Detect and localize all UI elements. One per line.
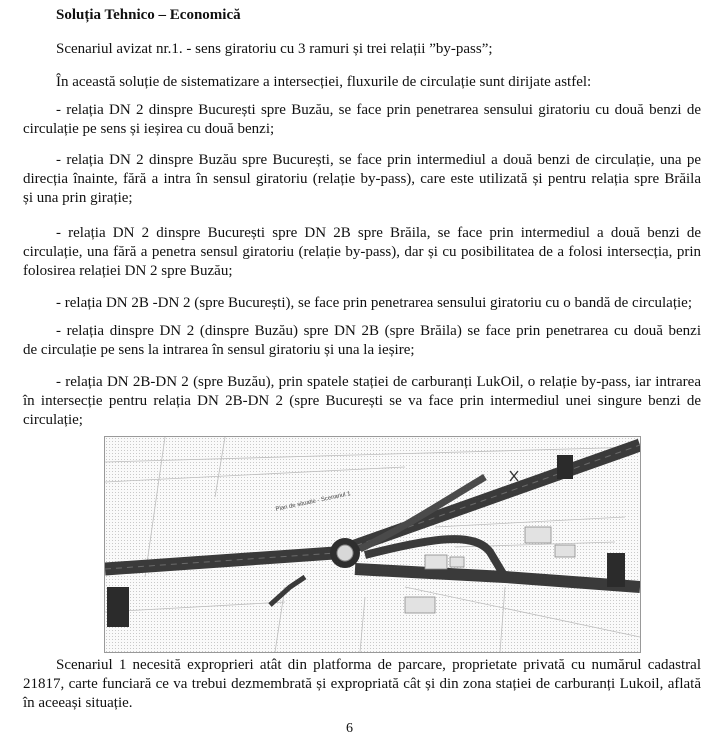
- conclusion-line-2: 21817, carte funciară ce va trebui dezmembrată și expropriată cât și din zona stației de carburanți Lukoil, aflată: [23, 676, 701, 692]
- north-arrow-icon: [510, 471, 518, 481]
- bullet-5-line-2: de circulație pe sens la intrarea în sensul giratoriu și una la ieșire;: [23, 342, 415, 358]
- bullet-6-line-2: în intersecție pentru relația DN 2B-DN 2 (spre București se va face prin intermediul unei singure benzi de: [23, 393, 701, 409]
- bullet-2-line-2: direcția înainte, fără a intra în sensul giratoriu (relație by-pass), care este utilizată și pentru relația spre Brăila: [23, 171, 701, 187]
- intro-paragraph: În această soluție de sistematizare a intersecției, fluxurile de circulație sunt dirijate astfel:: [56, 74, 592, 90]
- bullet-1-line-2: circulație pe sens și ieșirea cu două benzi;: [23, 121, 275, 137]
- bullet-3-line-1: - relația DN 2 dinspre București spre DN 2B spre Brăila, se face prin intermediul a două benzi de: [56, 225, 701, 241]
- page-number: 6: [346, 721, 353, 736]
- side-spur: [270, 577, 305, 605]
- bullet-5-line-1: - relația dinspre DN 2 (dinspre Buzău) spre DN 2B (spre Brăila) se face prin penetrarea cu două benzi: [56, 323, 701, 339]
- bullet-2-line-3: și una prin girație;: [23, 190, 133, 206]
- site-plan-drawing: [105, 437, 640, 652]
- roundabout-island: [337, 545, 353, 561]
- bullet-4-line-1: - relația DN 2B -DN 2 (spre București), se face prin penetrarea sensului giratoriu cu o bandă de circulație;: [56, 295, 692, 311]
- bullet-3-line-2: circulație, una fără a penetra sensul giratoriu (relație by-pass), dar și cu posibilitatea de a folosi intersecția, prin: [23, 244, 701, 260]
- scenario-line: Scenariul avizat nr.1. - sens giratoriu cu 3 ramuri și trei relații ”by-pass”;: [56, 41, 493, 57]
- bullet-6-line-3: circulație;: [23, 412, 83, 428]
- plan-title: Plan de situatie - Scenariul 1: [275, 491, 352, 513]
- bullet-2-line-1: - relația DN 2 dinspre Buzău spre București, se face prin intermediul a două benzi de circulație, una pe: [56, 152, 701, 168]
- bullet-1-line-1: - relația DN 2 dinspre București spre Buzău, se face prin penetrarea sensului giratoriu cu două benzi de: [56, 102, 701, 118]
- bullet-6-line-1: - relația DN 2B-DN 2 (spre Buzău), prin spatele stației de carburanți LukOil, o relație by-pass, iar intrarea: [56, 374, 701, 390]
- conclusion-line-3: în aceeași situație.: [23, 695, 133, 711]
- bullet-3-line-3: folosirea relației DN 2 spre Buzău;: [23, 263, 233, 279]
- page-title: Soluția Tehnico – Economică: [56, 7, 241, 23]
- conclusion-line-1: Scenariul 1 necesită exproprieri atât din platforma de parcare, proprietate privată cu numărul cadastral: [56, 657, 701, 673]
- site-plan-figure: [104, 436, 641, 653]
